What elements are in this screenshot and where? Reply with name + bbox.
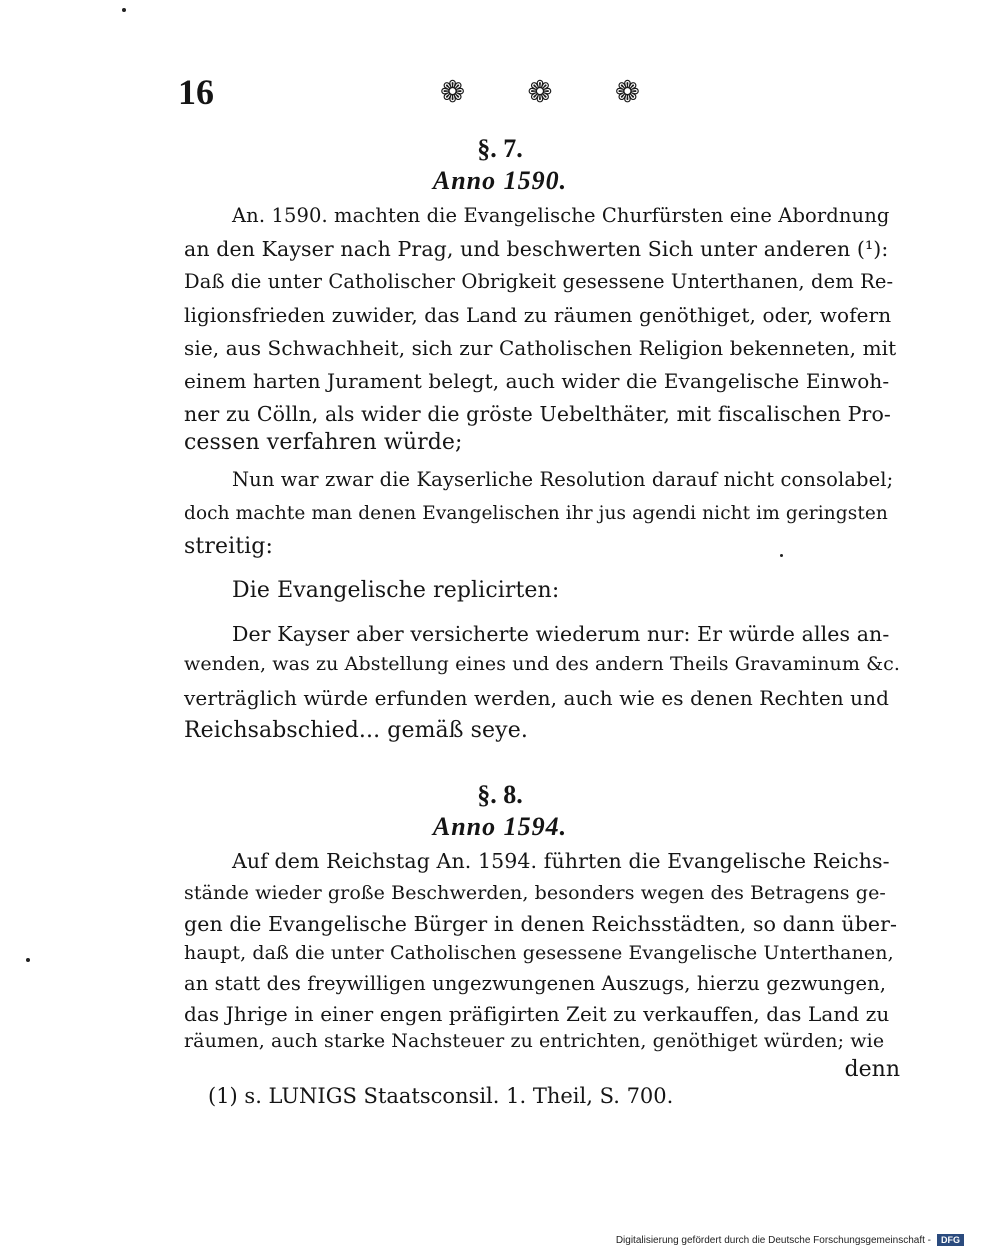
ornament-row xyxy=(440,75,640,110)
text-line: stände wieder große Beschwerden, besonders wegen des Betragens ge- xyxy=(184,882,886,904)
page-number: 16 xyxy=(178,72,214,112)
anno-heading-1594: Anno 1594. xyxy=(432,812,568,841)
text-line: doch machte man denen Evangelischen ihr jus agendi nicht im geringsten xyxy=(184,503,888,524)
text-line: cessen verfahren würde; xyxy=(184,430,463,455)
ornament-flower-icon: ❁ xyxy=(527,75,553,110)
credit-text: Digitalisierung gefördert durch die Deutsche Forschungsgemeinschaft - xyxy=(615,1234,931,1246)
footnote: (1) s. LUNIGS Staatsconsil. 1. Theil, S. 700. xyxy=(208,1084,674,1108)
text-line: ligionsfrieden zuwider, das Land zu räumen genöthiget, oder, wofern xyxy=(184,303,892,327)
section-heading-7: §. 7. xyxy=(477,134,523,163)
catchword: denn xyxy=(844,1057,900,1082)
text-line: Nun war zwar die Kayserliche Resolution darauf nicht consolabel; xyxy=(232,468,894,491)
ornament-flower-icon: ❁ xyxy=(614,75,640,110)
scan-speck xyxy=(780,554,783,557)
scan-speck xyxy=(26,958,30,962)
anno-heading-1590: Anno 1590. xyxy=(432,166,568,195)
scan-speck xyxy=(122,8,126,12)
text-line: Reichsabschied... gemäß seye. xyxy=(184,718,528,743)
text-line: streitig: xyxy=(184,534,273,559)
text-line: Daß die unter Catholischer Obrigkeit gesessene Unterthanen, dem Re- xyxy=(184,270,894,293)
text-line: haupt, daß die unter Catholischen gesessene Evangelische Unterthanen, xyxy=(184,942,894,964)
text-line: verträglich würde erfunden werden, auch wie es denen Rechten und xyxy=(184,686,890,710)
text-line: gen die Evangelische Bürger in denen Reichsstädten, so dann über- xyxy=(184,912,898,936)
text-line: Die Evangelische replicirten: xyxy=(232,578,560,603)
digitization-credit xyxy=(616,1234,964,1246)
text-line: ner zu Cölln, als wider die gröste Uebelthäter, mit fiscalischen Pro- xyxy=(184,402,891,426)
text-line: an den Kayser nach Prag, und beschwerten Sich unter anderen (¹): xyxy=(184,237,889,261)
text-line: sie, aus Schwachheit, sich zur Catholischen Religion bekenneten, mit xyxy=(184,336,897,360)
section-heading-8: §. 8. xyxy=(477,780,523,809)
text-line: das Jhrige in einer engen präfigirten Zeit zu verkauffen, das Land zu xyxy=(184,1002,890,1026)
text-line: einem harten Jurament belegt, auch wider die Evangelische Einwoh- xyxy=(184,369,890,393)
text-line: an statt des freywilligen ungezwungenen Auszugs, hierzu gezwungen, xyxy=(184,972,887,995)
dfg-logo-icon: DFG xyxy=(937,1234,964,1246)
ornament-flower-icon: ❁ xyxy=(440,75,466,110)
text-line: An. 1590. machten die Evangelische Churfürsten eine Abordnung xyxy=(232,204,890,227)
text-line: Auf dem Reichstag An. 1594. führten die Evangelische Reichs- xyxy=(232,849,890,873)
text-line: wenden, was zu Abstellung eines und des andern Theils Gravaminum &c. xyxy=(184,653,901,675)
text-line: räumen, auch starke Nachsteuer zu entrichten, genöthiget würden; wie xyxy=(184,1030,885,1052)
text-line: Der Kayser aber versicherte wiederum nur: Er würde alles an- xyxy=(232,622,890,646)
